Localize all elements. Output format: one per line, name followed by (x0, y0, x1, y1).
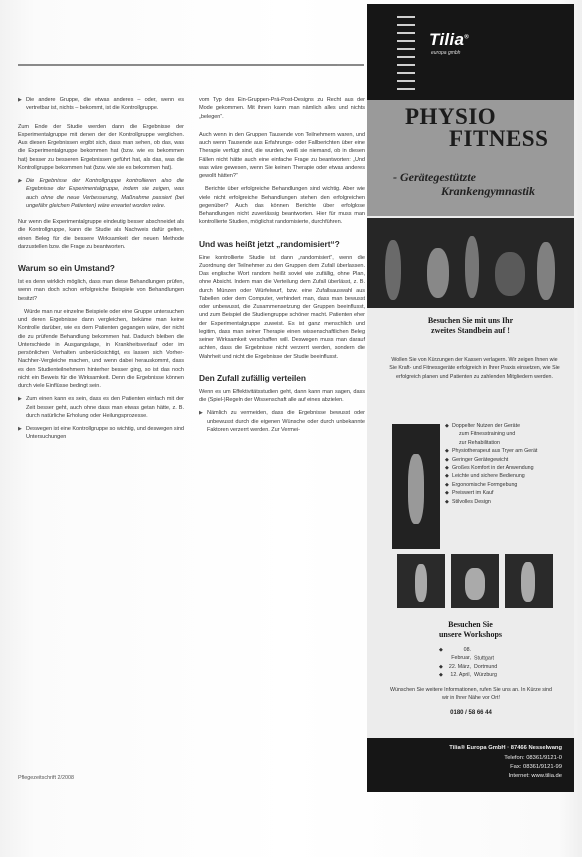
feature-item: zum Fitnesstraining und (459, 431, 516, 438)
company-address: Tilia® Europa GmbH · 87466 Nesselwang (449, 745, 562, 751)
ad-headline: Besuchen Sie mit uns Ihr zweites Standbein auf ! (427, 316, 514, 335)
equipment-photo (392, 424, 440, 549)
footer-pub: Pflegezeitschrift 2/2008 (18, 775, 75, 781)
feature-item: ◆ Geringer Gerätegewicht (445, 456, 565, 464)
article-column-1 (18, 96, 184, 447)
bullet-italic: ▶ Die Ergebnisse der Kontrollgruppe kontrollieren also die Ergebnisse der Experimentalgruppe, indem sie zeigen, was auch ohne die neue Verbesserung, Maßnahme passiert (bei ungefähr gleichen Patienten) wäre erwartet worden wäre. (18, 177, 184, 210)
paragraph: Nur wenn die Experimentalgruppe eindeutig besser abschneidet als die Kontrollgruppe, kann die Studie als Nachweis dafür gelten, einen Beleg für die bessere Wirksamkeit der neuen Methode darzustellen bzw. die Frage zu beantworten. (18, 219, 184, 250)
paragraph: Würde man nur einzelne Beispiele oder eine Gruppe untersuchen und deren Ergebnisse dann vergleichen, bekäme man keine Kontrolle darüber, wie es dem Patienten gegangen wäre, der nicht die zu prüfende Behandlung bekommen hat. Dadurch bleiben die Unterschiede in Ausgangslage, in Krankheitsverlauf oder im persönlichen Verhalten unberücksichtigt, es lassen sich Vorher-Nachher-Vergleiche machen, und wenn dabei herauskommt, dass es den Studienteilnehmern hinterher besser ging, so ist das noch nicht ein Beweis für die Wirksamkeit. Denn die Ergebnisse können durch viele Einflüsse bedingt sein. (18, 308, 184, 389)
paragraph: Berichte über erfolgreiche Behandlungen sind wichtig. Aber wie viele nicht erfolgreiche Behandlungen stehen den erfolgreichen gegenüber? Auch das können Berichte über erfolglose Behandlungen nicht zuverlässig beantworten. Hier für muss man kontrollierte Studien, möglichst randomisierte, durchführen. (199, 186, 365, 226)
heading-randomisiert: Und was heißt jetzt „randomisiert“? (199, 238, 340, 249)
paragraph: Wenn es um Effektivitätsstudien geht, dann kann man sagen, dass die (Spiel-)Regeln der Wissenschaft alle auf eines abzielen. (199, 388, 365, 403)
feature-item: ◆ Physiotherapeut aus Tryer am Gerät (445, 447, 565, 455)
workshop-date: ◆ 12. April, Würzburg (439, 671, 497, 679)
logo-stripes-icon (397, 16, 415, 96)
bullet: ▶ Zum einen kann es sein, dass es den Patienten einfach mit der Zeit besser geht, auch ohne dass man etwas getan hätte, z. B. durch natürliche Erholung oder Heilungsprozesse. (18, 395, 184, 420)
company-telefon: Telefon: 08361/9121-0 (504, 755, 562, 761)
bullet: ▶ Deswegen ist eine Kontrollgruppe so wichtig, und deswegen sind Untersuchungen (18, 425, 184, 442)
company-internet: Internet: www.tilia.de (508, 773, 562, 779)
feature-item: ◆ Großes Komfort in der Anwendung (445, 464, 565, 472)
feature-item: ◆ Stilvolles Design (445, 498, 565, 506)
paragraph: Auch wenn in den Gruppen Tausende von Teilnehmern waren, und auch wenn Tausende aus Erfahrungs- oder Fallberichten über eine Therapie verfügt sind, die wurden, weiß sie niemand, ob in diesen Fällen nicht hätte auch eine einfache Frage zu beantworten: „Und was wäre gewesen, wenn Sie keinen Therapie oder etwas anderes gewollt hätten?“ (199, 131, 365, 179)
bullet-intro: ▶ Die andere Gruppe, die etwas anderes – oder, wenn es vertretbar ist, nichts – bekommt, ist die Kontrollgruppe. (18, 96, 184, 113)
ad-header (367, 4, 574, 100)
workshop-date: ◆ 22. März, Dortmund (439, 663, 497, 671)
gym-photo (367, 218, 574, 308)
top-rule (18, 64, 364, 66)
thumbnail-photo (397, 554, 445, 608)
workshops-heading: Besuchen Sie unsere Workshops (438, 620, 503, 639)
article-column-2 (199, 96, 365, 439)
paragraph: vom Typ des Ein-Gruppen-Prä-Post-Designs zu Recht aus der Mode gekommen. Mit ihnen kann man nämlich alles und nichts „belegen“. (199, 97, 365, 120)
feature-item: ◆ Preiswert im Kauf (445, 489, 565, 497)
paragraph: Ist es denn wirklich möglich, dass man diese Behandlungen prüfen, wenn man doch schon erfolgreiche Beispiele von Behandlungen besitzt? (18, 279, 184, 302)
bullet: ▶ Nämlich zu vermeiden, dass die Ergebnisse bewusst oder unbewusst durch die eigenen Wünsche oder durch unbekannte Faktoren verzerrt werden. Zur Vermei- (199, 409, 365, 434)
tilia-advertisement (367, 4, 574, 792)
tilia-logo: Tilia® (429, 30, 469, 49)
ad-subtitle-2: Krankengymnastik (441, 184, 536, 198)
heading-warum: Warum so ein Umstand? (18, 263, 115, 273)
workshop-date: ◆ 08. Februar, Stuttgart (439, 646, 497, 663)
ad-contact-note: Wünschen Sie weitere Informationen, rufen Sie uns an. In Kürze sind wir in Ihrer Nähe vor Ort! (390, 687, 552, 701)
ad-footer (367, 738, 574, 792)
feature-item: ◆ Leichte und sichere Bedienung (445, 472, 565, 480)
workshop-dates (439, 646, 497, 680)
feature-item: ◆ Doppelter Nutzen der Geräte (445, 422, 565, 430)
logo-subtitle: europa gmbh (431, 50, 461, 56)
feature-item: zur Rehabilitation (459, 439, 500, 446)
paragraph: Zum Ende der Studie werden dann die Ergebnisse der Experimentalgruppe mit denen der der Kontrollgruppe verglichen. Aus diesen Ergebnissen ergibt sich, dass man sehen, ob das, was die Experimentalgruppe bekommen hat (bzw. wie es bekommen hat) besser zu besseren Ergebnissen geführt hat, als das, was die Kontrollgruppe bekommen hat (bzw. wie sie es bekommen hat). (18, 123, 184, 171)
feature-list (445, 422, 565, 506)
ad-title-fitness: FITNESS (449, 126, 549, 151)
feature-item: ◆ Ergonomische Formgebung (445, 481, 565, 489)
ad-title-physio: PHYSIO (405, 104, 497, 129)
paragraph: Eine kontrollierte Studie ist dann „randomisiert“, wenn die Zuordnung der Teilnehmer zu den Gruppen dem Zufall überlassen. Das englische Wort random heißt soviel wie zufällig, ohne Plan, ohne Absicht. Indem man die Verteilung dem Zufall überlässt, z. B. durch Münzen oder Würfelwurf, bzw. eine Zufallsauswahl aus Tabellen oder dem Computer, verhindert man, dass man bewusst oder unbewusst, die Zusammensetzung der Gruppen beeinflusst, und zum Beispiel die Studiengruppe schöner macht. Patienten eher der Experimentalgruppe zuweist. Es ist ganz menschlich und legitim, dass man seiner Therapie einen wissenschaftlichen Beleg seiner Wirksamkeit verschaffen will. Deswegen muss man darauf achten, dass die Ergebnisse nicht verzerrt werden, sondern die Wahrheit und nicht die Ergebnisse der Studie beeinflusst. (199, 254, 365, 360)
company-fax: Fax: 08361/9121-99 (510, 764, 562, 770)
ad-hotline: 0180 / 58 66 44 (450, 710, 492, 716)
thumbnail-photo (451, 554, 499, 608)
heading-zufall: Den Zufall zufällig verteilen (199, 372, 306, 383)
ad-intro-text: Wollen Sie von Kürzungen der Kassen verlagern. Wir zeigen Ihnen wie Sie Kraft- und Fitnessgeräte erfolgreich in Ihrer Praxis einsetzen, wie Sie erfolgreich planen und Patienten zu zahlenden Mitgliedern werden. (389, 357, 560, 380)
thumbnail-photo (505, 554, 553, 608)
ad-subtitle-1: - Gerätegestützte (393, 170, 476, 184)
